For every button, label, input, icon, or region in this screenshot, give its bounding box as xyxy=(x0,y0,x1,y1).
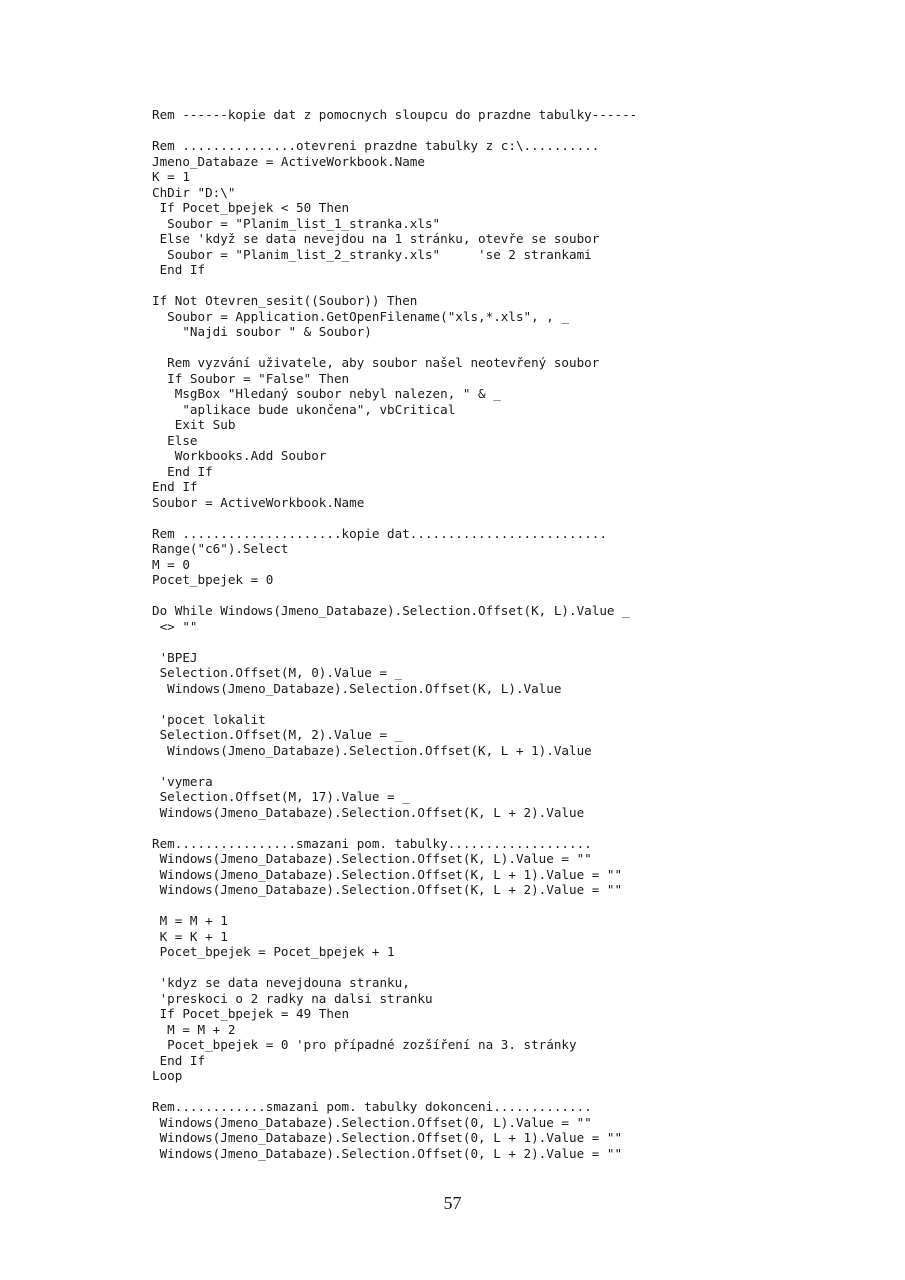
code-line: Windows(Jmeno_Databaze).Selection.Offset(K, L).Value xyxy=(152,680,562,696)
code-line: End If xyxy=(152,479,198,494)
code-line: 'pocet lokalit xyxy=(152,711,266,727)
code-line: Rem............smazani pom. tabulky dokonceni............. xyxy=(152,1099,592,1114)
code-line: Rem................smazani pom. tabulky................... xyxy=(152,835,592,851)
code-line: Else xyxy=(152,432,198,448)
code-line xyxy=(152,340,637,356)
code-line: Soubor = "Planim_list_1_stranka.xls" xyxy=(152,215,441,231)
code-line xyxy=(152,123,637,139)
code-line: If Pocet_bpejek < 50 Then xyxy=(152,200,350,215)
code-line xyxy=(152,960,637,976)
code-line: Windows(Jmeno_Databaze).Selection.Offset(K, L + 2).Value = "" xyxy=(152,882,623,897)
code-line: Pocet_bpejek = Pocet_bpejek + 1 xyxy=(152,944,395,959)
code-line: Soubor = Application.GetOpenFilename("xls,*.xls", , _ xyxy=(152,308,570,324)
code-line: Selection.Offset(M, 2).Value = _ xyxy=(152,727,403,742)
code-line: Workbooks.Add Soubor xyxy=(152,448,327,463)
code-line: K = K + 1 xyxy=(152,928,228,944)
code-line xyxy=(152,1084,637,1100)
code-line xyxy=(152,696,637,712)
code-line: MsgBox "Hledaný soubor nebyl nalezen, " & _ xyxy=(152,386,501,401)
code-line: Selection.Offset(M, 17).Value = _ xyxy=(152,789,410,804)
code-line: Pocet_bpejek = 0 xyxy=(152,572,274,587)
code-line: 'kdyz se data nevejdouna stranku, xyxy=(152,975,410,990)
code-line: M = 0 xyxy=(152,556,190,572)
code-line: Windows(Jmeno_Databaze).Selection.Offset(0, L + 1).Value = "" xyxy=(152,1130,623,1145)
code-line: "aplikace bude ukončena", vbCritical xyxy=(152,401,456,417)
code-line xyxy=(152,510,637,526)
code-line xyxy=(152,898,637,914)
code-line: Selection.Offset(M, 0).Value = _ xyxy=(152,665,403,680)
code-line: Do While Windows(Jmeno_Databaze).Selection.Offset(K, L).Value _ xyxy=(152,603,630,618)
code-line: Soubor = ActiveWorkbook.Name xyxy=(152,494,365,510)
code-line: K = 1 xyxy=(152,169,190,184)
code-line: 'BPEJ xyxy=(152,649,198,665)
code-line xyxy=(152,758,637,774)
code-line: If Pocet_bpejek = 49 Then xyxy=(152,1006,350,1021)
code-line xyxy=(152,634,637,650)
code-line: Windows(Jmeno_Databaze).Selection.Offset(0, L).Value = "" xyxy=(152,1114,592,1130)
page-number: 57 xyxy=(443,1193,462,1213)
code-line: 'vymera xyxy=(152,773,213,789)
code-line: Range("c6").Select xyxy=(152,541,289,556)
code-line: End If xyxy=(152,1052,206,1068)
code-line: If Not Otevren_sesit((Soubor)) Then xyxy=(152,293,418,308)
code-line: Rem .....................kopie dat.......................... xyxy=(152,525,607,541)
code-line: M = M + 1 xyxy=(152,913,228,928)
code-line: End If xyxy=(152,262,206,277)
code-line: M = M + 2 xyxy=(152,1021,236,1037)
code-line xyxy=(152,820,637,836)
code-line: Soubor = "Planim_list_2_stranky.xls" 'se 2 strankami xyxy=(152,246,592,262)
code-line xyxy=(152,278,637,294)
code-line xyxy=(152,588,637,604)
code-line: If Soubor = "False" Then xyxy=(152,370,350,386)
code-line: ChDir "D:\" xyxy=(152,184,236,200)
code-line: Windows(Jmeno_Databaze).Selection.Offset(K, L).Value = "" xyxy=(152,851,592,866)
code-line: <> "" xyxy=(152,618,198,634)
code-line: Loop xyxy=(152,1068,183,1083)
code-line: Exit Sub xyxy=(152,417,236,432)
code-line: Else 'když se data nevejdou na 1 stránku, otevře se soubor xyxy=(152,231,600,246)
code-line: 'preskoci o 2 radky na dalsi stranku xyxy=(152,990,433,1006)
code-line: Windows(Jmeno_Databaze).Selection.Offset(K, L + 2).Value xyxy=(152,804,585,820)
code-line: Rem ------kopie dat z pomocnych sloupcu do prazdne tabulky------ xyxy=(152,107,638,122)
code-line: End If xyxy=(152,463,213,479)
code-line: Windows(Jmeno_Databaze).Selection.Offset(0, L + 2).Value = "" xyxy=(152,1145,623,1161)
code-line: Jmeno_Databaze = ActiveWorkbook.Name xyxy=(152,153,425,169)
code-line: Windows(Jmeno_Databaze).Selection.Offset(K, L + 1).Value xyxy=(152,742,592,758)
code-line: Pocet_bpejek = 0 'pro případné zozšíření na 3. stránky xyxy=(152,1037,577,1052)
vba-code-listing xyxy=(152,107,637,1161)
code-line: "Najdi soubor " & Soubor) xyxy=(152,324,372,339)
code-line: Rem vyzvání uživatele, aby soubor našel neotevřený soubor xyxy=(152,355,600,370)
code-line: Windows(Jmeno_Databaze).Selection.Offset(K, L + 1).Value = "" xyxy=(152,866,623,882)
code-line: Rem ...............otevreni prazdne tabulky z c:\.......... xyxy=(152,138,600,153)
